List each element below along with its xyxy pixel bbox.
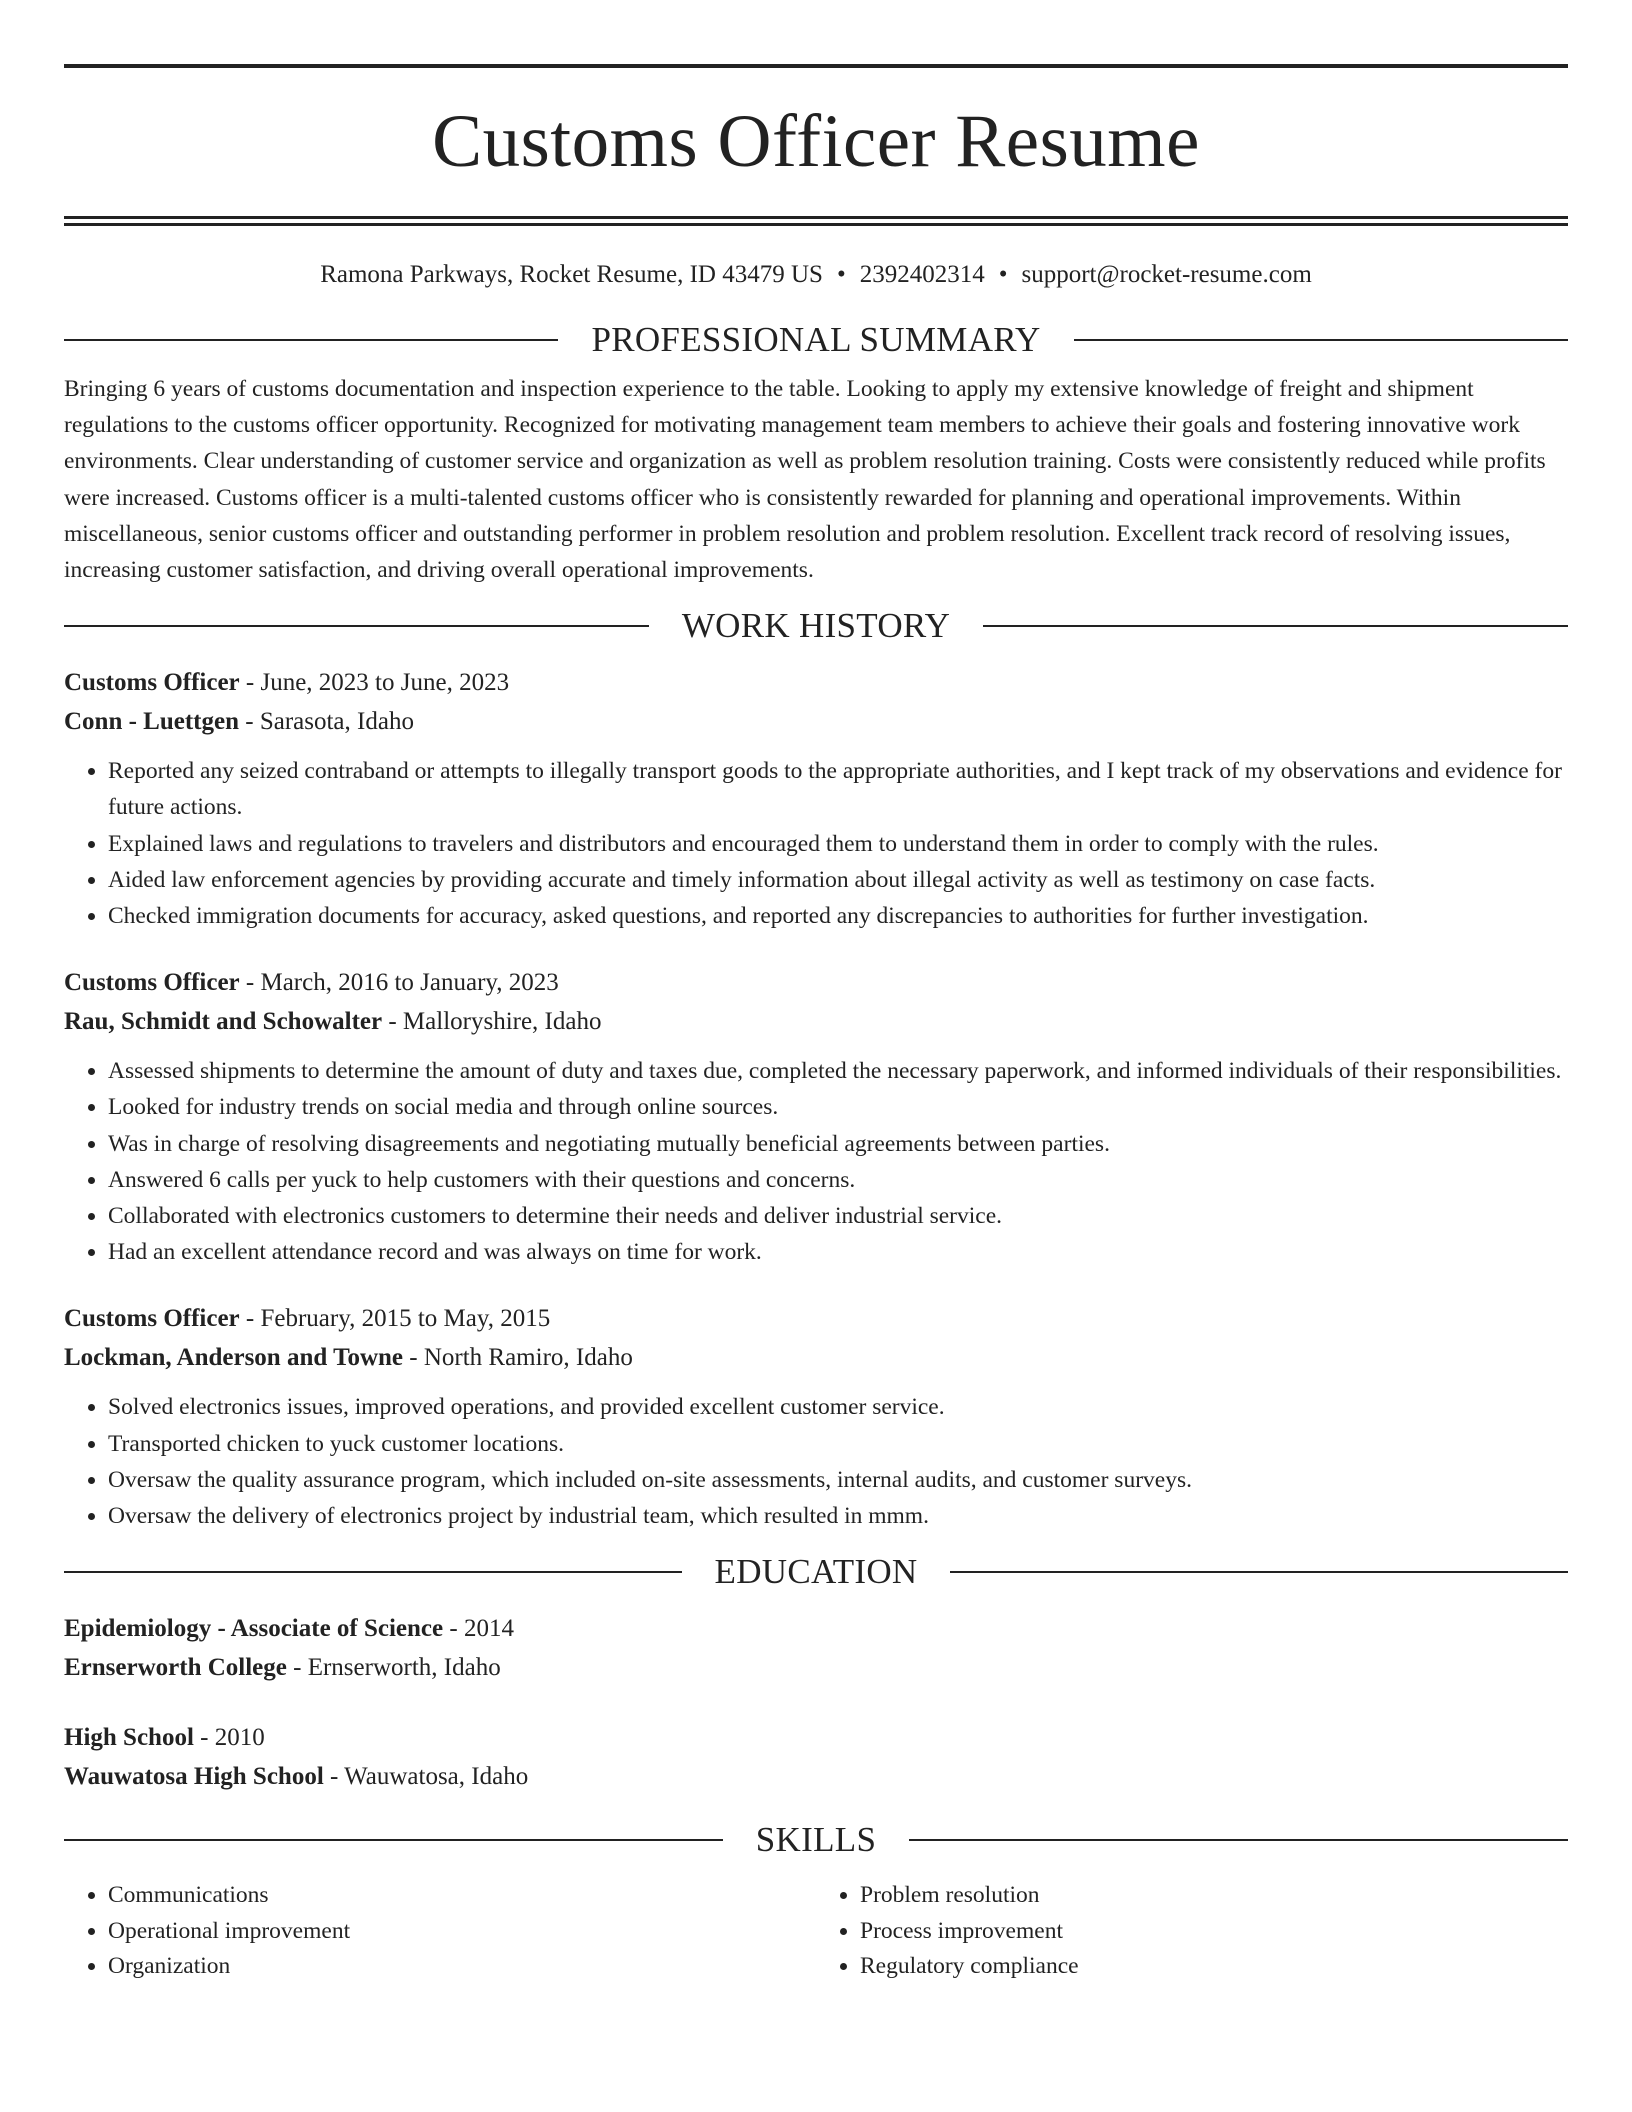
skill-item: • Problem resolution	[860, 1878, 1568, 1914]
education-year: - 2010	[193, 1724, 265, 1752]
job-entry	[64, 664, 1568, 934]
summary-text: Bringing 6 years of customs documentation and inspection experience to the table. Looking to apply my extensive knowledge of freight and shipment regulations to the customs officer opportunity. Recognized for motivating management team members to achieve their goals and fostering innovative work environments. Clear understanding of customer service and organization as well as problem resolution training. Costs were consistently reduced while profits were increased. Customs officer is a multi-talented customs officer who is consistently rewarded for planning and operational improvements. Within miscellaneous, senior customs officer and outstanding performer in problem resolution and problem resolution. Excellent track record of resolving issues, increasing customer satisfaction, and driving overall operational improvements.	[64, 376, 1546, 584]
job-dates: - June, 2023 to June, 2023	[239, 669, 510, 697]
job-company-line	[64, 703, 1568, 742]
skills-column-right	[816, 1878, 1568, 1985]
section-title-education: EDUCATION	[714, 1552, 918, 1592]
job-company: Lockman, Anderson and Towne	[64, 1343, 404, 1371]
education-degree-line	[64, 1610, 1568, 1649]
heading-rule	[64, 1839, 723, 1841]
skills-section-heading	[64, 1820, 1568, 1860]
job-bullet: • Oversaw the delivery of electronics project by industrial team, which resulted in mmm.	[108, 1498, 1568, 1534]
job-location: - Malloryshire, Idaho	[382, 1007, 602, 1035]
skill-item: • Operational improvement	[108, 1914, 816, 1950]
job-dates: - March, 2016 to January, 2023	[239, 969, 559, 997]
education-year: - 2014	[443, 1615, 514, 1643]
job-bullet: • Assessed shipments to determine the amount of duty and taxes due, completed the necessary paperwork, and informed individuals of their responsibilities.	[108, 1053, 1568, 1089]
heading-rule	[64, 625, 649, 627]
job-bullets	[64, 753, 1568, 934]
job-bullet: • Solved electronics issues, improved operations, and provided excellent customer service.	[108, 1389, 1568, 1425]
contact-separator: •	[998, 261, 1008, 288]
job-bullet: • Looked for industry trends on social media and through online sources.	[108, 1089, 1568, 1125]
education-list	[64, 1610, 1568, 1796]
job-entry	[64, 964, 1568, 1270]
education-school-line	[64, 1758, 1568, 1797]
skills-column-left	[64, 1878, 816, 1985]
job-bullet: • Transported chicken to yuck customer locations.	[108, 1426, 1568, 1462]
education-location: - Ernserworth, Idaho	[286, 1653, 501, 1681]
education-degree: High School	[64, 1724, 194, 1752]
job-company: Conn - Luettgen	[64, 707, 240, 735]
job-company-line	[64, 1339, 1568, 1378]
title-double-rule	[64, 216, 1568, 226]
skill-item: • Regulatory compliance	[860, 1949, 1568, 1985]
job-bullet: • Checked immigration documents for accuracy, asked questions, and reported any discrepancies to authorities for further investigation.	[108, 898, 1568, 934]
resume-page	[64, 64, 1568, 1985]
job-bullet: • Was in charge of resolving disagreements and negotiating mutually beneficial agreements between parties.	[108, 1126, 1568, 1162]
heading-rule	[64, 339, 558, 341]
section-title-skills: SKILLS	[755, 1820, 877, 1860]
contact-line	[64, 260, 1568, 290]
education-section-heading	[64, 1552, 1568, 1592]
heading-rule	[983, 625, 1568, 627]
job-bullet: • Explained laws and regulations to travelers and distributors and encouraged them to understand them in order to comply with the rules.	[108, 826, 1568, 862]
job-company: Rau, Schmidt and Schowalter	[64, 1007, 383, 1035]
job-bullets	[64, 1053, 1568, 1270]
education-school-line	[64, 1649, 1568, 1688]
education-degree: Epidemiology - Associate of Science	[64, 1615, 444, 1643]
section-title-work: WORK HISTORY	[681, 606, 951, 646]
summary-section-heading	[64, 320, 1568, 360]
work-list	[64, 664, 1568, 1534]
job-title-line	[64, 1300, 1568, 1339]
top-rule	[64, 64, 1568, 68]
job-bullet: • Reported any seized contraband or attempts to illegally transport goods to the appropriate authorities, and I kept track of my observations and evidence for future actions.	[108, 753, 1568, 825]
skill-item: • Communications	[108, 1878, 816, 1914]
contact-address: Ramona Parkways, Rocket Resume, ID 43479 US	[320, 261, 823, 288]
section-title-summary: PROFESSIONAL SUMMARY	[591, 320, 1041, 359]
job-bullet: • Answered 6 calls per yuck to help customers with their questions and concerns.	[108, 1162, 1568, 1198]
job-bullet: • Aided law enforcement agencies by providing accurate and timely information about illegal activity as well as testimony on case facts.	[108, 862, 1568, 898]
contact-phone: 2392402314	[859, 261, 985, 288]
contact-email: support@rocket-resume.com	[1021, 261, 1312, 288]
job-title-line	[64, 664, 1568, 703]
job-company-line	[64, 1003, 1568, 1042]
job-title-line	[64, 964, 1568, 1003]
heading-rule	[950, 1571, 1568, 1573]
skills-columns	[64, 1878, 1568, 1985]
contact-separator: •	[836, 261, 846, 288]
job-bullet: • Oversaw the quality assurance program, which included on-site assessments, internal audits, and customer surveys.	[108, 1462, 1568, 1498]
job-location: - North Ramiro, Idaho	[403, 1343, 633, 1371]
resume-title: Customs Officer Resume	[432, 100, 1200, 183]
job-bullet: • Collaborated with electronics customers to determine their needs and deliver industrial service.	[108, 1198, 1568, 1234]
job-location: - Sarasota, Idaho	[239, 707, 414, 735]
education-entry	[64, 1610, 1568, 1687]
job-entry	[64, 1300, 1568, 1534]
education-location: - Wauwatosa, Idaho	[323, 1762, 529, 1790]
heading-rule	[64, 1571, 682, 1573]
education-entry	[64, 1719, 1568, 1796]
skill-item: • Organization	[108, 1949, 816, 1985]
education-degree-line	[64, 1719, 1568, 1758]
heading-rule	[1074, 339, 1568, 341]
job-title: Customs Officer	[64, 969, 240, 997]
job-dates: - February, 2015 to May, 2015	[239, 1305, 551, 1333]
education-school: Ernserworth College	[64, 1653, 287, 1681]
job-title: Customs Officer	[64, 1305, 240, 1333]
education-school: Wauwatosa High School	[64, 1762, 324, 1790]
job-title: Customs Officer	[64, 669, 240, 697]
skill-item: • Process improvement	[860, 1914, 1568, 1950]
job-bullets	[64, 1389, 1568, 1534]
heading-rule	[909, 1839, 1568, 1841]
work-section-heading	[64, 606, 1568, 646]
job-bullet: • Had an excellent attendance record and was always on time for work.	[108, 1234, 1568, 1270]
